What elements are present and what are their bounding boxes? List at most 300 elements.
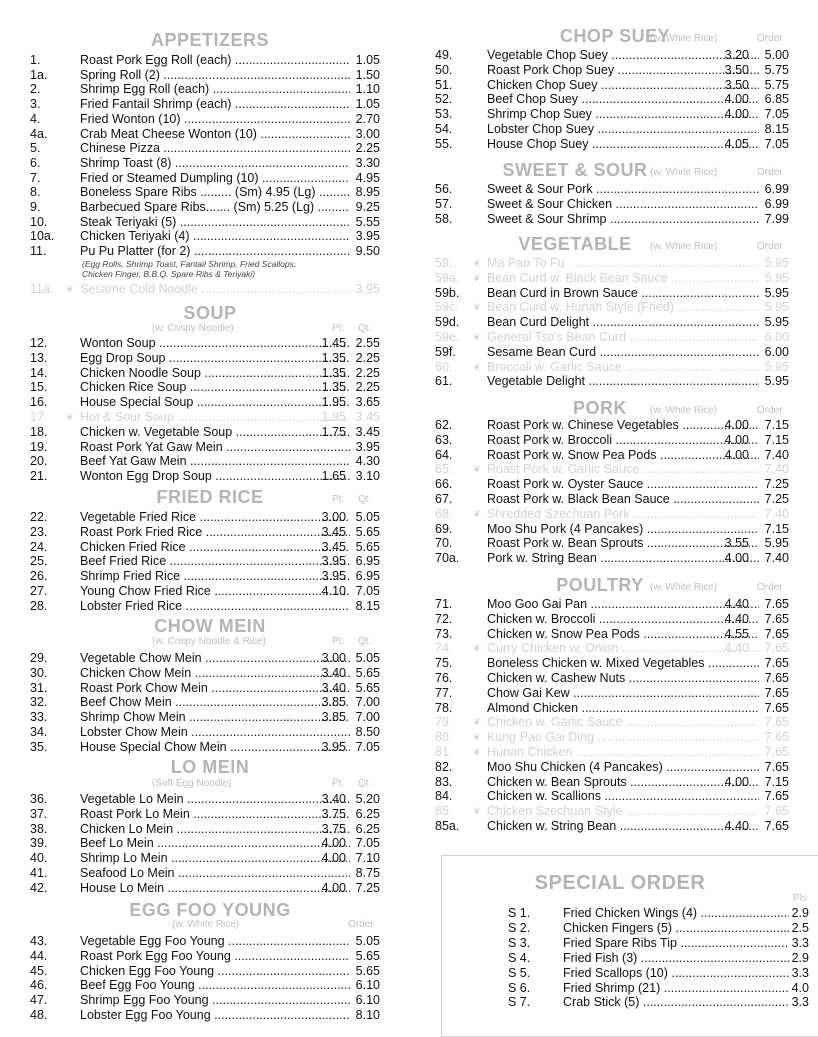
price: 4.0: [791, 980, 809, 995]
item-name: Boneless Chicken w. Mixed Vegetables .....: [487, 656, 759, 671]
menu-item: [435, 197, 795, 212]
menu-item: [435, 360, 795, 375]
item-name: Roast Pork w. Broccoli .....: [487, 433, 759, 448]
price: 3.95: [355, 281, 380, 296]
item-name: Beef Fried Rice .....: [80, 554, 350, 569]
price: 6.85: [764, 92, 789, 107]
menu-item: [435, 745, 795, 760]
item-number: 46.: [30, 978, 48, 993]
item-name: Sweet & Sour Pork .....: [487, 182, 759, 197]
item-name: Shredded Szechuan Pork .....: [487, 507, 759, 522]
item-name: Boneless Spare Ribs ......... (Sm) 4.95 (Lg) .....: [80, 185, 350, 200]
menu-item: [435, 345, 795, 360]
item-number: 52.: [435, 92, 453, 107]
menu-item: [30, 599, 390, 614]
item-name: Moo Goo Gai Pan .....: [487, 597, 759, 612]
column-header-qt: Qt.: [358, 323, 372, 334]
price: 2.25: [355, 365, 380, 380]
item-name: Shrimp Lo Mein .....: [80, 851, 350, 866]
price: 5.65: [355, 524, 380, 539]
price: 5.65: [355, 963, 380, 978]
item-name: Barbecued Spare Ribs....... (Sm) 5.25 (Lg) .....: [80, 200, 350, 215]
item-number: 15.: [30, 380, 48, 395]
price: 7.65: [764, 656, 789, 671]
item-number: 8.: [30, 185, 41, 200]
price: 3.3: [791, 935, 809, 950]
item-name: Chow Gai Kew .....: [487, 686, 759, 701]
menu-item: [30, 554, 390, 569]
menu-item: [435, 462, 795, 477]
section-title-egg-foo-young: EGG FOO YOUNG: [129, 900, 291, 920]
item-number: 17.: [30, 410, 48, 424]
price: 7.05: [764, 107, 789, 122]
price: 2.25: [355, 141, 380, 156]
price: 7.15: [764, 418, 789, 432]
item-number: 27.: [30, 584, 48, 598]
item-number: 48.: [30, 1008, 48, 1022]
menu-item: [30, 112, 390, 127]
menu-item: [30, 229, 390, 244]
price-small: 3.95: [321, 554, 346, 569]
section-title-fried-rice: FRIED RICE: [156, 487, 264, 507]
item-name: House Lo Mein .....: [80, 881, 350, 896]
menu-item: [435, 612, 795, 627]
column-header-qt: Order: [757, 405, 783, 416]
price: 7.40: [764, 551, 789, 566]
item-number: 58.: [435, 211, 453, 226]
price: 8.10: [355, 1008, 380, 1022]
pepper-icon: ❦: [66, 283, 74, 294]
menu-item: [30, 469, 390, 484]
price: 2.9: [791, 906, 809, 920]
menu-item: [30, 866, 390, 881]
price-small: 4.00: [724, 92, 749, 107]
section-subtitle: (w. White Rice): [650, 582, 718, 593]
price: 5.05: [355, 510, 380, 524]
section-subtitle: (w. White Rice): [650, 241, 718, 252]
price: 7.99: [764, 211, 789, 226]
item-number: 29.: [30, 651, 48, 665]
price-small: 3.00: [321, 651, 346, 665]
price: 8.15: [355, 598, 380, 613]
item-name: Fried or Steamed Dumpling (10) .....: [80, 171, 350, 186]
menu-item: [435, 760, 795, 775]
price: 5.95: [764, 270, 789, 285]
price: 7.65: [764, 685, 789, 700]
item-name: Young Chow Fried Rice .....: [80, 584, 350, 599]
price: 3.95: [355, 439, 380, 454]
price-small: 1.95: [321, 410, 346, 424]
price: 6.25: [355, 821, 380, 836]
item-name: Roast Pork w. Snow Pea Pods .....: [487, 448, 759, 463]
item-name: Lobster Chop Suey .....: [487, 122, 759, 137]
menu-item: [30, 584, 390, 599]
menu-item: [30, 978, 390, 993]
item-number: 77.: [435, 685, 453, 700]
pepper-icon: ❦: [473, 332, 481, 342]
item-number: 64.: [435, 447, 453, 462]
menu-item: [435, 477, 795, 492]
price: 7.65: [764, 715, 789, 730]
column-header-qt: Order: [348, 919, 374, 930]
item-name: Lobster Egg Foo Young .....: [80, 1008, 350, 1023]
item-number: 54.: [435, 122, 453, 136]
item-name: Chicken w. Snow Pea Pods .....: [487, 627, 759, 642]
menu-item: [30, 410, 390, 425]
item-number: 85a.: [435, 819, 460, 833]
price: 5.95: [764, 315, 789, 330]
item-name: Roast Pork w. Bean Sprouts .....: [487, 536, 759, 551]
column-header-pt: Pt.: [332, 494, 345, 505]
item-name: Bean Curd w. Hunan Style (Fried) .....: [487, 300, 759, 315]
price-small: 3.40: [321, 680, 346, 695]
item-name: Moo Shu Pork (4 Pancakes) .....: [487, 522, 759, 537]
price-small: 3.45: [321, 524, 346, 539]
section-subtitle: (Soft Egg Noodle): [152, 778, 232, 789]
price-small: 1.95: [321, 395, 346, 410]
item-number: S 2.: [508, 920, 531, 935]
item-number: 78.: [435, 700, 453, 715]
menu-item: [435, 374, 795, 389]
menu-item: [435, 627, 795, 642]
menu-item: [435, 775, 795, 790]
menu-item: [435, 671, 795, 686]
item-name: House Chop Suey .....: [487, 137, 759, 152]
menu-item: [30, 141, 390, 156]
item-name: Roast Pork Egg Foo Young .....: [80, 949, 350, 964]
item-number: 24.: [30, 539, 48, 554]
price: 7.15: [764, 521, 789, 536]
item-number: 4.: [30, 111, 41, 126]
item-number: 83.: [435, 774, 453, 789]
price: 5.95: [764, 359, 789, 374]
price-small: 4.00: [321, 880, 346, 895]
menu-item: [435, 715, 795, 730]
menu-item: [30, 82, 390, 97]
menu-item: [30, 68, 390, 83]
item-number: 39.: [30, 836, 48, 851]
item-name: Beef Egg Foo Young .....: [80, 978, 350, 993]
price: 7.65: [764, 745, 789, 759]
item-name: Fried Chicken Wings (4) .....: [563, 906, 789, 921]
price: 5.20: [355, 792, 380, 806]
menu-item: [30, 822, 390, 837]
price: 4.30: [355, 454, 380, 469]
menu-item: [30, 881, 390, 896]
price: 7.65: [764, 626, 789, 641]
price: 5.65: [355, 539, 380, 554]
item-number: 80.: [435, 730, 453, 745]
price: 5.75: [764, 77, 789, 92]
price: 7.05: [764, 136, 789, 151]
section-title-vegetable: VEGETABLE: [518, 234, 632, 254]
menu-item: [30, 156, 390, 171]
item-name: Broccoli w. Garlic Sauce .....: [487, 360, 759, 375]
item-number: 47.: [30, 993, 48, 1008]
section-subtitle: (w. White Rice): [650, 33, 718, 44]
column-header-qt: Pls: [793, 893, 807, 904]
item-name: Beef Yat Gaw Mein .....: [80, 454, 350, 469]
menu-item: [30, 53, 390, 68]
pepper-icon: ❦: [473, 806, 481, 817]
item-name: Chicken Chop Suey .....: [487, 78, 759, 93]
item-name: Shrimp Egg Foo Young .....: [80, 993, 350, 1008]
item-number: S 3.: [508, 935, 531, 950]
menu-item: [30, 351, 390, 366]
item-number: 65.: [435, 462, 453, 477]
pepper-icon: ❦: [473, 643, 481, 654]
item-number: 84.: [435, 789, 453, 804]
item-name: Almond Chicken .....: [487, 701, 759, 716]
price: 3.3: [791, 965, 809, 980]
menu-item: [435, 536, 795, 551]
price-small: 3.95: [321, 569, 346, 584]
price-small: 3.20: [724, 48, 749, 62]
item-number: 12.: [30, 336, 48, 350]
pepper-icon: ❦: [473, 302, 481, 313]
item-name: Vegetable Chow Mein .....: [80, 651, 350, 666]
item-number: 19.: [30, 439, 48, 454]
item-name: Chinese Pizza .....: [80, 141, 350, 156]
price: 3.95: [355, 229, 380, 244]
price-small: 3.00: [321, 510, 346, 524]
item-number: 10.: [30, 214, 48, 229]
price: 2.70: [355, 111, 380, 126]
item-number: 67.: [435, 492, 453, 506]
price: 1.50: [355, 67, 380, 82]
item-name: Chicken Rice Soup .....: [80, 380, 350, 395]
menu-item: [435, 330, 795, 345]
menu-item: [435, 686, 795, 701]
item-number: 70a.: [435, 551, 460, 566]
item-name: Chicken Lo Mein .....: [80, 822, 350, 837]
item-name: Shrimp Toast (8) .....: [80, 156, 350, 171]
price: 7.40: [764, 462, 789, 477]
price: 7.65: [764, 671, 789, 685]
menu-item: [30, 934, 390, 949]
menu-item: [30, 681, 390, 696]
menu-item: [435, 641, 795, 656]
item-name: Wonton Soup .....: [80, 336, 350, 351]
item-number: 59d.: [435, 315, 460, 330]
price: 9.25: [355, 200, 380, 214]
price: 2.5: [791, 920, 809, 935]
item-name: Fried Fantail Shrimp (each) .....: [80, 97, 350, 112]
price-small: 4.40: [724, 611, 749, 626]
item-number: 85.: [435, 804, 453, 819]
item-name: Roast Pork w. Oyster Sauce .....: [487, 477, 759, 492]
menu-item: [30, 395, 390, 410]
column-header-qt: Qt.: [358, 636, 372, 647]
price: 6.00: [764, 330, 789, 344]
pepper-icon: ❦: [473, 361, 481, 372]
menu-item: [30, 710, 390, 725]
menu-item: [435, 137, 795, 152]
item-name: Crab Meat Cheese Wonton (10) .....: [80, 127, 350, 142]
item-name: Egg Drop Soup .....: [80, 351, 350, 366]
price: 5.05: [355, 651, 380, 665]
price: 3.45: [355, 410, 380, 424]
item-name: Ma Pao To Fu .....: [487, 256, 759, 271]
item-number: 62.: [435, 418, 453, 432]
item-name: Roast Pork Egg Roll (each) .....: [80, 53, 350, 68]
menu-item: [30, 282, 390, 297]
menu-item: [435, 701, 795, 716]
price-small: 4.00: [724, 447, 749, 462]
price-small: 3.85: [321, 695, 346, 710]
price: 3.65: [355, 395, 380, 410]
price-small: 3.85: [321, 710, 346, 725]
price-small: 4.10: [321, 584, 346, 598]
item-name: Chicken Szechuan Style .....: [487, 804, 759, 819]
pepper-icon: ❦: [473, 747, 481, 757]
item-number: 59a.: [435, 270, 460, 285]
item-number: 37.: [30, 806, 48, 821]
item-name: Chicken Teriyaki (4) .....: [80, 229, 350, 244]
price: 5.55: [355, 214, 380, 229]
price: 6.99: [764, 182, 789, 196]
menu-item: [30, 993, 390, 1008]
menu-item: [435, 448, 795, 463]
item-number: 11.: [30, 244, 47, 259]
price: 3.00: [355, 126, 380, 141]
item-name: Hunan Chicken .....: [487, 745, 759, 760]
item-number: 56.: [435, 182, 453, 196]
price: 2.9: [791, 950, 809, 965]
price-small: 1.45: [321, 336, 346, 350]
menu-item: [30, 454, 390, 469]
item-name: Sesame Bean Curd .....: [487, 345, 759, 360]
menu-item: [435, 492, 795, 507]
price-small: 1.75: [321, 424, 346, 439]
menu-item: [30, 185, 390, 200]
price-small: 4.00: [321, 851, 346, 866]
item-name: Shrimp Chop Suey .....: [487, 107, 759, 122]
platter-note: Chicken Finger, B.B.Q. Spare Ribs & Teriyaki): [82, 268, 256, 279]
item-name: Vegetable Fried Rice .....: [80, 510, 350, 525]
item-number: 60.: [435, 359, 453, 374]
item-number: 73.: [435, 626, 453, 641]
price: 7.15: [764, 432, 789, 447]
item-number: 2.: [30, 82, 41, 97]
price: 7.65: [764, 597, 789, 611]
section-title-chop-suey: CHOP SUEY: [559, 26, 671, 46]
column-header-pt: Pt.: [332, 778, 345, 789]
section-title-sweet-sour: SWEET & SOUR: [502, 160, 648, 180]
menu-item: [30, 366, 390, 381]
price-small: 4.00: [724, 432, 749, 447]
item-number: S 4.: [508, 950, 531, 965]
item-number: 33.: [30, 710, 48, 725]
item-number: 5.: [30, 141, 41, 156]
menu-item: [435, 271, 795, 286]
item-name: Chicken w. Broccoli .....: [487, 612, 759, 627]
menu-item: [30, 1008, 390, 1023]
item-name: Steak Teriyaki (5) .....: [80, 215, 350, 230]
item-name: Roast Pork Fried Rice .....: [80, 525, 350, 540]
item-number: 7.: [30, 170, 41, 185]
section-subtitle: (w. Crispy Noodle): [152, 323, 234, 334]
item-name: Shrimp Egg Roll (each) .....: [80, 82, 350, 97]
item-number: 43.: [30, 934, 48, 948]
menu-item: [30, 651, 390, 666]
price: 7.15: [764, 774, 789, 789]
platter-note: (Egg Rolls, Shrimp Toast, Fantail Shrimp, Fried Scallops,: [82, 258, 297, 269]
item-name: Pu Pu Platter (for 2) .....: [80, 244, 350, 259]
price-small: 3.50: [724, 77, 749, 92]
menu-item: [435, 182, 795, 197]
item-number: 74.: [435, 641, 453, 656]
item-number: S 6.: [508, 980, 531, 995]
menu-item: [435, 48, 795, 63]
section-title-chow-mein: CHOW MEIN: [154, 616, 266, 636]
price: 5.95: [764, 536, 789, 551]
price-small: 4.40: [724, 819, 749, 833]
item-number: 81.: [435, 745, 453, 759]
item-name: Fried Fish (3) .....: [563, 951, 789, 966]
menu-item: [30, 836, 390, 851]
price: 1.10: [355, 82, 380, 97]
price: 9.50: [355, 244, 380, 259]
item-name: Pork w. String Bean .....: [487, 551, 759, 566]
price-small: 4.00: [724, 107, 749, 122]
item-name: Vegetable Lo Mein .....: [80, 792, 350, 807]
price-small: 3.75: [321, 821, 346, 836]
item-number: 61.: [435, 374, 453, 389]
price: 7.25: [355, 880, 380, 895]
pepper-icon: ❦: [66, 412, 74, 422]
price: 7.65: [764, 759, 789, 774]
item-name: Vegetable Delight .....: [487, 374, 759, 389]
price-small: 3.95: [321, 739, 346, 754]
price: 7.65: [764, 819, 789, 833]
item-number: 20.: [30, 454, 48, 469]
item-name: Chicken Noodle Soup .....: [80, 366, 350, 381]
menu-item: [30, 964, 390, 979]
menu-item: [435, 286, 795, 301]
price-small: 3.50: [724, 62, 749, 77]
price: 7.65: [764, 804, 789, 819]
item-name: Chicken w. Scallions .....: [487, 789, 759, 804]
item-name: Bean Curd w. Black Bean Sauce .....: [487, 271, 759, 286]
menu-item: [30, 851, 390, 866]
item-number: 69.: [435, 521, 453, 536]
price: 7.05: [355, 836, 380, 851]
item-number: 59b.: [435, 285, 460, 300]
price: 8.95: [355, 185, 380, 200]
item-name: Roast Pork w. Chinese Vegetables .....: [487, 418, 759, 433]
menu-item: [30, 725, 390, 740]
item-name: Chicken w. String Bean .....: [487, 819, 759, 834]
price: 2.25: [355, 350, 380, 365]
item-name: Roast Pork Chow Mein .....: [80, 681, 350, 696]
item-name: Chicken w. Garlic Sauce .....: [487, 715, 759, 730]
item-number: 59c.: [435, 300, 459, 315]
item-number: 28.: [30, 598, 48, 613]
item-number: S 1.: [508, 906, 531, 920]
item-number: 82.: [435, 759, 453, 774]
item-name: Chicken w. Cashew Nuts .....: [487, 671, 759, 686]
item-number: 22.: [30, 510, 48, 524]
item-number: 66.: [435, 477, 453, 492]
section-title-poultry: POULTRY: [556, 575, 644, 595]
item-number: 53.: [435, 107, 453, 122]
price: 7.25: [764, 492, 789, 506]
menu-item: [435, 789, 795, 804]
pepper-icon: ❦: [473, 464, 481, 475]
section-title-soup: SOUP: [183, 303, 237, 323]
menu-item: [30, 695, 390, 710]
